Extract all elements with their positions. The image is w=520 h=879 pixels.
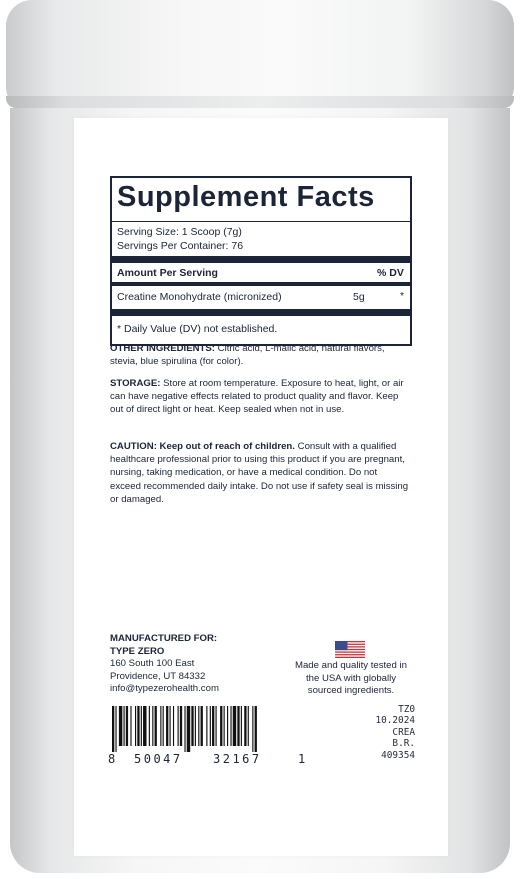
barcode-bar — [152, 706, 153, 746]
barcode-bar — [255, 706, 257, 752]
barcode-bar — [115, 706, 116, 752]
barcode-bar — [187, 706, 190, 752]
lot-line-4: B.R. — [392, 738, 415, 750]
medium-divider — [112, 282, 410, 286]
supplement-facts-panel — [110, 176, 412, 346]
barcode-bar — [180, 706, 182, 746]
barcode-bar — [237, 706, 239, 746]
barcode-bar — [230, 706, 231, 746]
made-in-line-1: Made and quality tested in — [294, 660, 407, 671]
made-in-line-3: sourced ingredients. — [307, 685, 395, 697]
lid-rim — [6, 96, 514, 108]
us-flag-icon — [335, 641, 365, 658]
barcode-bar — [244, 706, 246, 746]
ingredient-amount: 5g — [353, 291, 365, 303]
made-in-usa-text — [282, 660, 420, 698]
barcode-bar — [212, 706, 214, 746]
dv-footnote: * Daily Value (DV) not established. — [117, 323, 278, 335]
barcode-bar — [206, 706, 207, 746]
barcode-bar — [130, 706, 131, 746]
barcode-bar — [124, 706, 125, 746]
amount-per-serving-header: Amount Per Serving — [117, 267, 218, 279]
lot-line-1: TZ0 — [398, 704, 415, 715]
barcode-digit-first: 8 — [108, 752, 116, 766]
ingredient-name: Creatine Monohydrate (micronized) — [117, 291, 282, 303]
lot-info — [370, 704, 415, 761]
barcode-bar — [184, 706, 185, 752]
barcode-bar — [126, 706, 128, 746]
facts-title: Supplement Facts — [117, 181, 375, 213]
barcode-bar — [201, 706, 203, 746]
barcode-bar — [141, 706, 142, 746]
company-name: TYPE ZERO — [110, 645, 165, 657]
barcode-bar — [220, 706, 222, 746]
address-line-1: 160 South 100 East — [110, 658, 195, 670]
dv-header: % DV — [377, 267, 404, 279]
manufacturer-block — [110, 633, 219, 696]
barcode-group-2: 32167 — [213, 752, 262, 766]
barcode-bar — [191, 706, 193, 746]
lot-line-2: 10.2024 — [375, 715, 415, 727]
container-lid — [6, 0, 514, 106]
barcode-bar — [173, 706, 174, 746]
barcode-bar — [252, 706, 253, 752]
other-ingredients-label: OTHER INGREDIENTS: — [110, 343, 216, 354]
serving-size: Serving Size: 1 Scoop (7g) — [117, 226, 242, 238]
barcode-bar — [248, 706, 249, 746]
barcode-bar — [112, 706, 114, 752]
barcode-bar — [135, 706, 136, 746]
divider — [112, 221, 410, 222]
barcode-bar — [198, 706, 199, 746]
caution-text: Consult with a qualified healthcare professional prior to using this product if you are pregnant, nursing, taking medication, or have a medical condition. Do not exceed recommended daily intake. Do not use if safety seal is missing or damaged. — [110, 441, 409, 505]
barcode-bar — [160, 706, 161, 746]
barcode-bar — [227, 706, 228, 746]
servings-per-container: Servings Per Container: 76 — [117, 240, 244, 252]
caution — [110, 440, 410, 506]
made-in-line-2: the USA with globally — [305, 672, 397, 684]
storage-text: Store at room temperature. Exposure to heat, light, or air can have negative effects related to product quality and flavor. Keep out of direct light or heat. Keep sealed when not in use. — [110, 378, 404, 416]
manufactured-for-heading: MANUFACTURED FOR: — [110, 633, 218, 644]
barcode-bar — [210, 706, 211, 746]
other-ingredients — [110, 342, 410, 368]
lot-line-5: 409354 — [381, 749, 415, 761]
barcode-bar — [149, 706, 150, 746]
barcode-bar — [155, 706, 157, 746]
thick-divider-bottom — [112, 309, 410, 316]
barcode-digit-last: 1 — [298, 752, 306, 766]
storage-label: STORAGE: — [110, 378, 161, 389]
barcode — [110, 706, 310, 752]
barcode-bar — [178, 706, 179, 746]
barcode-bar — [137, 706, 139, 746]
barcode-bar — [195, 706, 196, 746]
email: info@typezerohealth.com — [110, 683, 219, 695]
barcode-bar — [166, 706, 168, 746]
caution-label: CAUTION: Keep out of reach of children. — [110, 441, 295, 452]
address-line-2: Providence, UT 84332 — [110, 670, 206, 682]
barcode-bar — [233, 706, 236, 746]
ingredient-dv: * — [400, 290, 405, 302]
barcode-bar — [143, 706, 146, 746]
barcode-bar — [224, 706, 225, 746]
other-ingredients-text: Citric acid, L-malic acid, natural flavors, stevia, blue spirulina (for color). — [110, 343, 385, 368]
barcode-bar — [170, 706, 171, 746]
barcode-bar — [163, 706, 164, 746]
barcode-bar — [216, 706, 217, 746]
barcode-bar — [241, 706, 242, 746]
thick-divider — [112, 256, 410, 263]
lot-line-3: CREA — [392, 726, 415, 738]
storage — [110, 377, 410, 417]
barcode-bar — [119, 706, 122, 746]
barcode-group-1: 50047 — [134, 752, 183, 766]
